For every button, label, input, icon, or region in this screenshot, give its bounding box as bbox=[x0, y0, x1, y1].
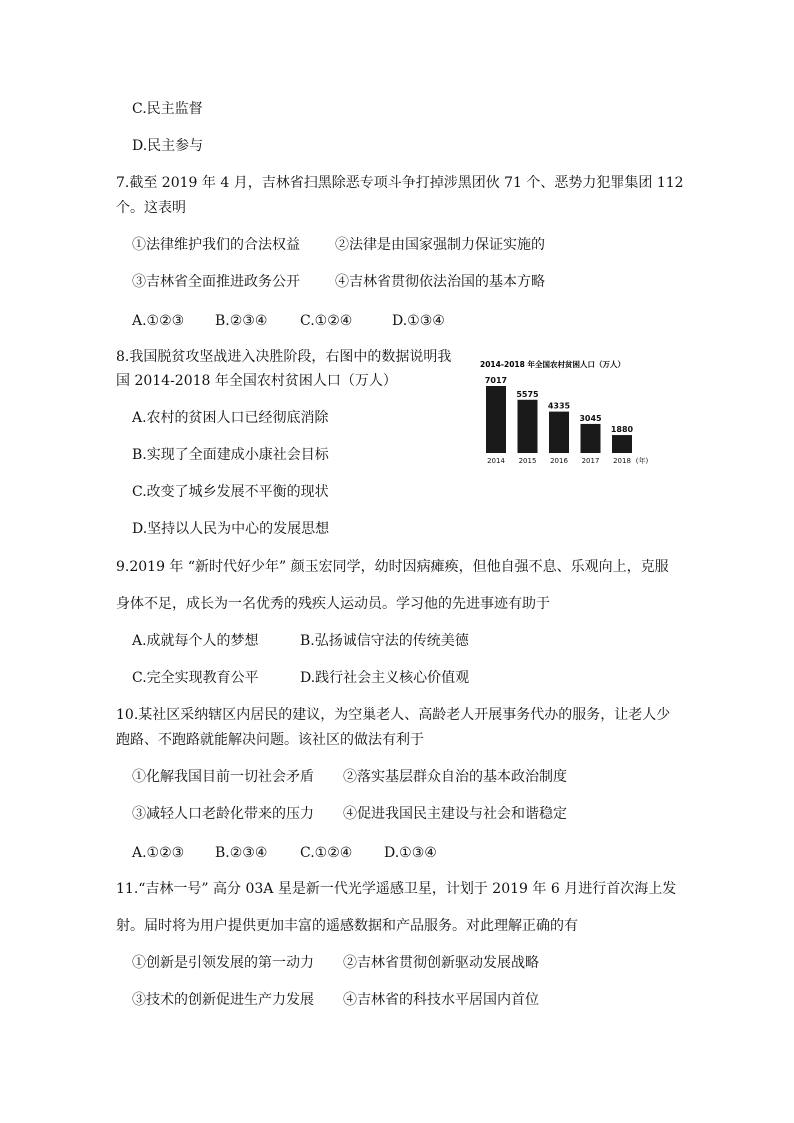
x-tick-label-2015: 2015 bbox=[518, 457, 537, 465]
q8-option-d: D.坚持以人民为中心的发展思想 bbox=[132, 521, 330, 537]
q7-choice-c: C.①②④ bbox=[300, 313, 353, 329]
bar-value-label-2016: 4335 bbox=[547, 401, 571, 411]
bar-value-label-2018: 1880 bbox=[610, 425, 634, 435]
q10-choice-b: B.②③④ bbox=[215, 845, 268, 861]
q7-item-2: ②法律是由国家强制力保证实施的 bbox=[335, 237, 545, 253]
q10-choice-d: D.①③④ bbox=[384, 845, 437, 861]
q9-option-a: A.成就每个人的梦想 bbox=[132, 633, 259, 649]
q8-option-b: B.实现了全面建成小康社会目标 bbox=[132, 447, 329, 463]
q9-option-d: D.践行社会主义核心价值观 bbox=[300, 670, 470, 686]
chart-title: 2014-2018 年全国农村贫困人口（万人） bbox=[480, 360, 625, 369]
bar-value-label-2017: 3045 bbox=[579, 413, 602, 423]
q11-stem-line1: 11.“吉林一号” 高分 03A 星是新一代光学遥感卫星，计划于 2019 年 6 月进行首次海上发 bbox=[116, 881, 677, 897]
q11-item-3: ③技术的创新促进生产力发展 bbox=[132, 992, 314, 1008]
bar-2018 bbox=[612, 435, 632, 453]
x-tick-label-2018: 2018 bbox=[613, 457, 631, 465]
q11-stem-line2: 射。届时将为用户提供更加丰富的遥感数据和产品服务。对此理解正确的有 bbox=[116, 918, 578, 934]
poverty-population-chart bbox=[480, 356, 690, 468]
q7-stem-line2: 个。这表明 bbox=[116, 200, 186, 216]
q9-option-c: C.完全实现教育公平 bbox=[132, 670, 259, 686]
x-axis-unit: (年) bbox=[635, 457, 649, 465]
q8-stem-line1: 8.我国脱贫攻坚战进入决胜阶段，右图中的数据说明我 bbox=[116, 349, 452, 365]
q10-choice-a: A.①②③ bbox=[132, 845, 185, 861]
q10-stem-line2: 跑路、不跑路就能解决问题。该社区的做法有利于 bbox=[116, 732, 424, 748]
q11-item-2: ②吉林省贯彻创新驱动发展战略 bbox=[343, 955, 539, 971]
q8-stem-line2: 国 2014-2018 年全国农村贫困人口（万人） bbox=[116, 373, 397, 389]
q9-stem-line2: 身体不足，成长为一名优秀的残疾人运动员。学习他的先进事迹有助于 bbox=[116, 596, 550, 612]
q10-item-3: ③减轻人口老龄化带来的压力 bbox=[132, 806, 314, 822]
q7-choice-a: A.①②③ bbox=[132, 313, 185, 329]
poverty-population-chart-svg bbox=[480, 356, 690, 468]
x-tick-label-2016: 2016 bbox=[550, 457, 568, 465]
q10-item-1: ①化解我国目前一切社会矛盾 bbox=[132, 769, 314, 785]
q7-item-4: ④吉林省贯彻依法治国的基本方略 bbox=[335, 274, 545, 290]
q11-item-4: ④吉林省的科技水平居国内首位 bbox=[343, 992, 539, 1008]
bar-value-label-2015: 5575 bbox=[516, 389, 539, 399]
q7-choice-d: D.①③④ bbox=[392, 313, 445, 329]
x-tick-label-2014: 2014 bbox=[487, 457, 505, 465]
q10-item-4: ④促进我国民主建设与社会和谐稳定 bbox=[343, 806, 567, 822]
q9-option-b: B.弘扬诚信守法的传统美德 bbox=[300, 633, 469, 649]
bar-2016 bbox=[549, 412, 569, 453]
q11-item-1: ①创新是引领发展的第一动力 bbox=[132, 955, 314, 971]
q6-option-c: C.民主监督 bbox=[132, 101, 203, 117]
q7-item-1: ①法律维护我们的合法权益 bbox=[132, 237, 300, 253]
q7-item-3: ③吉林省全面推进政务公开 bbox=[132, 274, 300, 290]
q6-option-d: D.民主参与 bbox=[132, 138, 204, 154]
q8-option-c: C.改变了城乡发展不平衡的现状 bbox=[132, 484, 329, 500]
bar-2014 bbox=[486, 386, 506, 453]
q10-item-2: ②落实基层群众自治的基本政治制度 bbox=[343, 769, 567, 785]
bar-value-label-2014: 7017 bbox=[484, 376, 508, 385]
bar-2017 bbox=[581, 424, 601, 453]
bar-2015 bbox=[518, 400, 538, 453]
q10-stem-line1: 10.某社区采纳辖区内居民的建议，为空巢老人、高龄老人开展事务代办的服务，让老人少 bbox=[116, 707, 671, 723]
q8-option-a: A.农村的贫困人口已经彻底消除 bbox=[132, 410, 329, 426]
q7-stem-line1: 7.截至 2019 年 4 月，吉林省扫黑除恶专项斗争打掉涉黑团伙 71 个、恶势力犯罪集团 112 bbox=[116, 175, 684, 191]
q9-stem-line1: 9.2019 年 “新时代好少年” 颜玉宏同学，幼时因病瘫痪，但他自强不息、乐观向上，克服 bbox=[116, 559, 669, 575]
x-tick-label-2017: 2017 bbox=[581, 457, 600, 465]
q7-choice-b: B.②③④ bbox=[215, 313, 268, 329]
q10-choice-c: C.①②④ bbox=[300, 845, 353, 861]
